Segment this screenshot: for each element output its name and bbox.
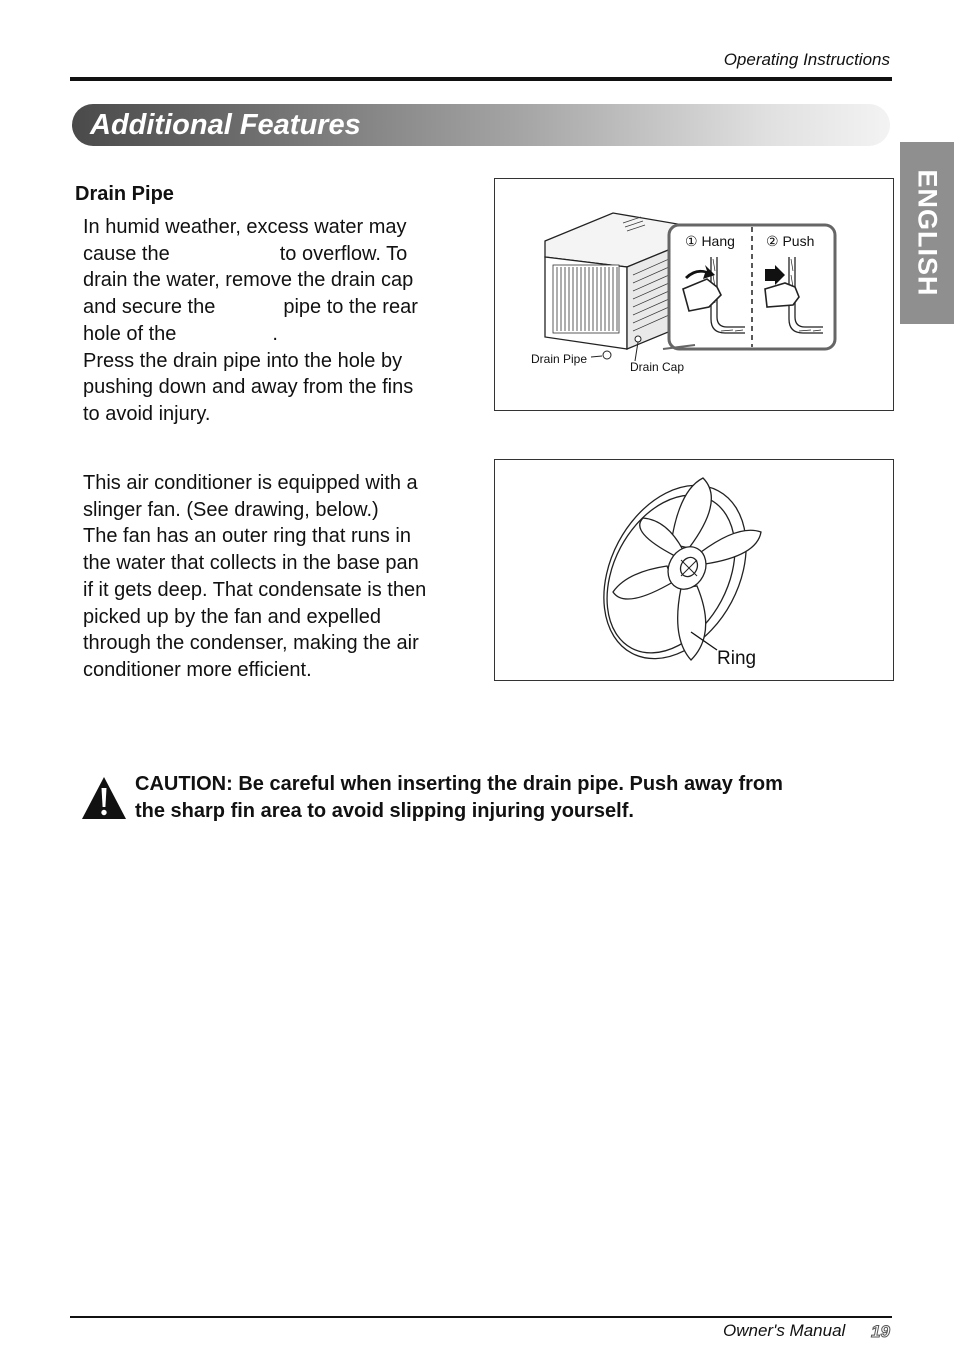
page-number: 19 [871, 1322, 890, 1341]
caution-line: the sharp fin area to avoid slipping injuring yourself. [135, 800, 634, 822]
header-section-title: Operating Instructions [723, 50, 890, 69]
text-line: Press the drain pipe into the hole by [83, 349, 403, 372]
drain-pipe-paragraph [83, 214, 478, 428]
text-line [83, 241, 478, 268]
text-fragment: . [272, 322, 278, 345]
text-line: to avoid injury. [83, 402, 211, 425]
text-line [83, 321, 478, 348]
text-line: through the condenser, making the air [83, 632, 419, 655]
text-fragment: to overflow. To [279, 242, 408, 265]
text-line: the water that collects in the base pan [83, 552, 419, 575]
drain-pipe-illustration [495, 179, 895, 412]
language-tab [900, 142, 954, 324]
slinger-fan-paragraph [83, 470, 478, 684]
text-fragment: pipe to the rear [283, 296, 418, 319]
text-line: In humid weather, excess water may [83, 216, 407, 238]
caution-line: CAUTION: Be careful when inserting the drain pipe. Push away from [135, 773, 783, 795]
footer-manual-label: Owner's Manual [723, 1321, 846, 1340]
language-tab-label: ENGLISH [912, 169, 943, 297]
text-fragment: cause the [83, 242, 170, 265]
step2-label: ② Push [766, 233, 815, 249]
step1-label: ① Hang [685, 233, 735, 249]
drain-pipe-figure [494, 178, 894, 411]
text-line: slinger fan. (See drawing, below.) [83, 498, 379, 521]
text-fragment: and secure the [83, 296, 216, 319]
slinger-fan-figure [494, 459, 894, 681]
text-line: The fan has an outer ring that runs in [83, 525, 411, 548]
drain-cap-label: Drain Cap [630, 360, 685, 374]
text-line: conditioner more efficient. [83, 658, 312, 681]
section-banner [72, 104, 890, 146]
warning-triangle-icon [81, 776, 127, 820]
drain-pipe-label: Drain Pipe [531, 352, 588, 366]
header-rule [70, 77, 892, 81]
banner-title: Additional Features [90, 109, 361, 141]
text-line: drain the water, remove the drain cap [83, 269, 414, 292]
caution-text [135, 771, 895, 825]
ring-label: Ring [717, 648, 757, 669]
text-line: if it gets deep. That condensate is then [83, 578, 427, 601]
drain-pipe-heading: Drain Pipe [75, 183, 174, 205]
text-fragment: hole of the [83, 322, 177, 345]
slinger-fan-illustration [495, 460, 895, 682]
text-line: pushing down and away from the fins [83, 376, 414, 399]
text-line: picked up by the fan and expelled [83, 605, 381, 628]
footer-rule [70, 1316, 892, 1318]
text-line: This air conditioner is equipped with a [83, 472, 418, 494]
text-line [83, 294, 478, 321]
